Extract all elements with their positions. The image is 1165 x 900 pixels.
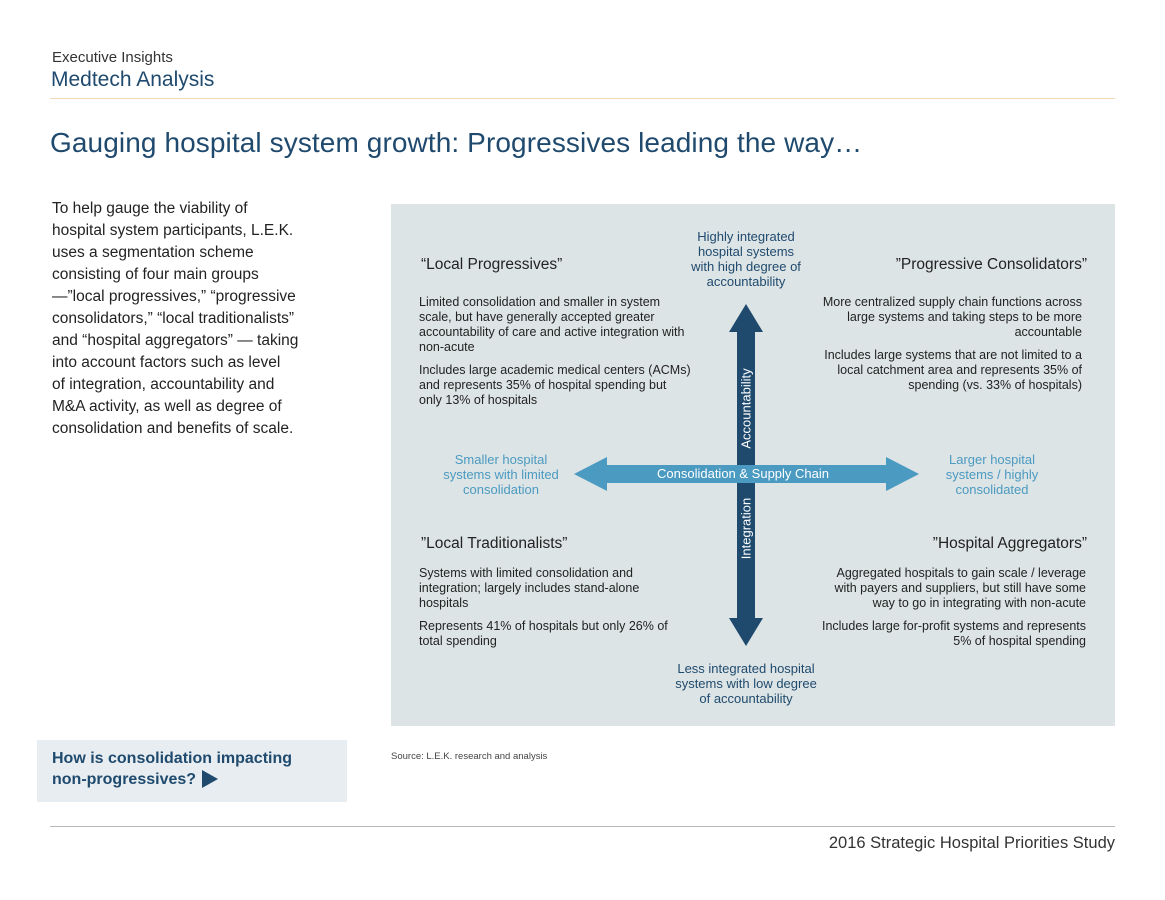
footer-study-title: 2016 Strategic Hospital Priorities Study: [828, 834, 1115, 852]
quadrant-paragraph: [822, 619, 1086, 649]
quadrant-body-hospital-aggregators: [822, 566, 1086, 657]
next-page-callout[interactable]: [37, 740, 347, 802]
integration-axis-label: Integration: [738, 497, 754, 560]
quadrant-line: large systems and taking steps to be more: [847, 310, 1082, 324]
intro-line: and “hospital aggregators” — taking: [52, 332, 299, 349]
intro-line: uses a segmentation scheme: [52, 244, 254, 261]
left-axis-label: [431, 452, 571, 497]
intro-line: consolidation and benefits of scale.: [52, 420, 294, 437]
quadrant-title-progressive-consolidators: ”Progressive Consolidators”: [895, 256, 1087, 273]
play-arrow-icon: [202, 770, 218, 788]
publication-name: Medtech Analysis: [51, 68, 215, 91]
left-axis-line: Smaller hospital: [454, 452, 548, 467]
right-axis-line: systems / highly: [945, 467, 1039, 482]
intro-line: into account factors such as level: [52, 354, 281, 371]
footer-divider: [50, 826, 1115, 827]
left-axis-line: systems with limited: [443, 467, 559, 482]
quadrant-paragraph: [419, 619, 668, 649]
intro-line: hospital system participants, L.E.K.: [52, 222, 294, 239]
bottom-axis-line: of accountability: [699, 691, 793, 706]
consolidation-axis-label: Consolidation & Supply Chain: [657, 466, 829, 481]
quadrant-line: spending (vs. 33% of hospitals): [908, 378, 1082, 392]
top-axis-line: hospital systems: [697, 244, 795, 259]
callout-line-2-row: [52, 769, 292, 790]
intro-line: To help gauge the viability of: [52, 200, 248, 217]
top-axis-line: accountability: [706, 274, 786, 289]
quadrant-line: scale, but have generally accepted greater: [419, 310, 655, 324]
quadrant-line: More centralized supply chain functions across: [822, 295, 1082, 309]
quadrant-line: only 13% of hospitals: [419, 393, 538, 407]
right-axis-line: consolidated: [955, 482, 1029, 497]
left-axis-line: consolidation: [463, 482, 539, 497]
quadrant-body-progressive-consolidators: [823, 295, 1082, 401]
quadrant-line: non-acute: [419, 340, 475, 354]
quadrant-line: Aggregated hospitals to gain scale / leverage: [836, 566, 1086, 580]
quadrant-line: Includes large academic medical centers (ACMs): [419, 363, 691, 377]
quadrant-body-local-progressives: [419, 295, 691, 416]
quadrant-title-local-progressives: “Local Progressives”: [421, 256, 563, 273]
quadrant-line: Systems with limited consolidation and: [419, 566, 633, 580]
bottom-axis-line: Less integrated hospital: [677, 661, 815, 676]
quadrant-line: way to go in integrating with non-acute: [872, 596, 1086, 610]
callout-line-2: non-progressives?: [52, 771, 197, 788]
quadrant-line: total spending: [419, 634, 497, 648]
source-note: Source: L.E.K. research and analysis: [391, 751, 548, 762]
page-title: Gauging hospital system growth: Progressives leading the way…: [50, 127, 863, 158]
header-divider: [50, 98, 1115, 99]
intro-line: of integration, accountability and: [52, 376, 275, 393]
accountability-axis-label: Accountability: [738, 368, 754, 449]
intro-line: consisting of four main groups: [52, 266, 259, 283]
quadrant-line: integration; largely includes stand-alone: [419, 581, 640, 595]
right-axis-label: [927, 452, 1057, 497]
intro-line: —”local progressives,” “progressive: [52, 288, 296, 305]
segmentation-diagram: [391, 204, 1115, 726]
bottom-axis-label: [661, 661, 831, 706]
quadrant-body-local-traditionalists: [419, 566, 668, 657]
quadrant-title-hospital-aggregators: ”Hospital Aggregators”: [932, 535, 1087, 552]
quadrant-paragraph: [419, 295, 691, 355]
quadrant-line: accountable: [1014, 325, 1082, 339]
top-axis-line: with high degree of: [691, 259, 801, 274]
quadrant-line: hospitals: [419, 596, 469, 610]
quadrant-paragraph: [419, 566, 668, 611]
right-axis-line: Larger hospital: [949, 452, 1035, 467]
quadrant-paragraph: [822, 566, 1086, 611]
quadrant-line: Represents 41% of hospitals but only 26% of: [419, 619, 668, 633]
bottom-axis-line: systems with low degree: [675, 676, 817, 691]
intro-line: consolidators,” “local traditionalists”: [52, 310, 295, 327]
quadrant-line: accountability of care and active integration with: [419, 325, 685, 339]
top-axis-line: Highly integrated: [697, 229, 795, 244]
quadrant-line: Includes large systems that are not limited to a: [824, 348, 1082, 362]
callout-line-1: How is consolidation impacting: [52, 750, 293, 767]
intro-paragraph: [52, 198, 342, 440]
quadrant-line: with payers and suppliers, but still have some: [834, 581, 1086, 595]
top-axis-label: [671, 229, 821, 289]
quadrant-line: Includes large for-profit systems and represents: [821, 619, 1086, 633]
quadrant-line: and represents 35% of hospital spending but: [419, 378, 667, 392]
quadrant-paragraph: [823, 348, 1082, 393]
quadrant-paragraph: [419, 363, 691, 408]
section-eyebrow: Executive Insights: [52, 49, 173, 66]
quadrant-line: 5% of hospital spending: [953, 634, 1086, 648]
quadrant-title-local-traditionalists: ”Local Traditionalists”: [421, 535, 568, 552]
quadrant-paragraph: [823, 295, 1082, 340]
intro-line: M&A activity, as well as degree of: [52, 398, 282, 415]
quadrant-line: Limited consolidation and smaller in system: [419, 295, 661, 309]
quadrant-line: local catchment area and represents 35% of: [837, 363, 1082, 377]
